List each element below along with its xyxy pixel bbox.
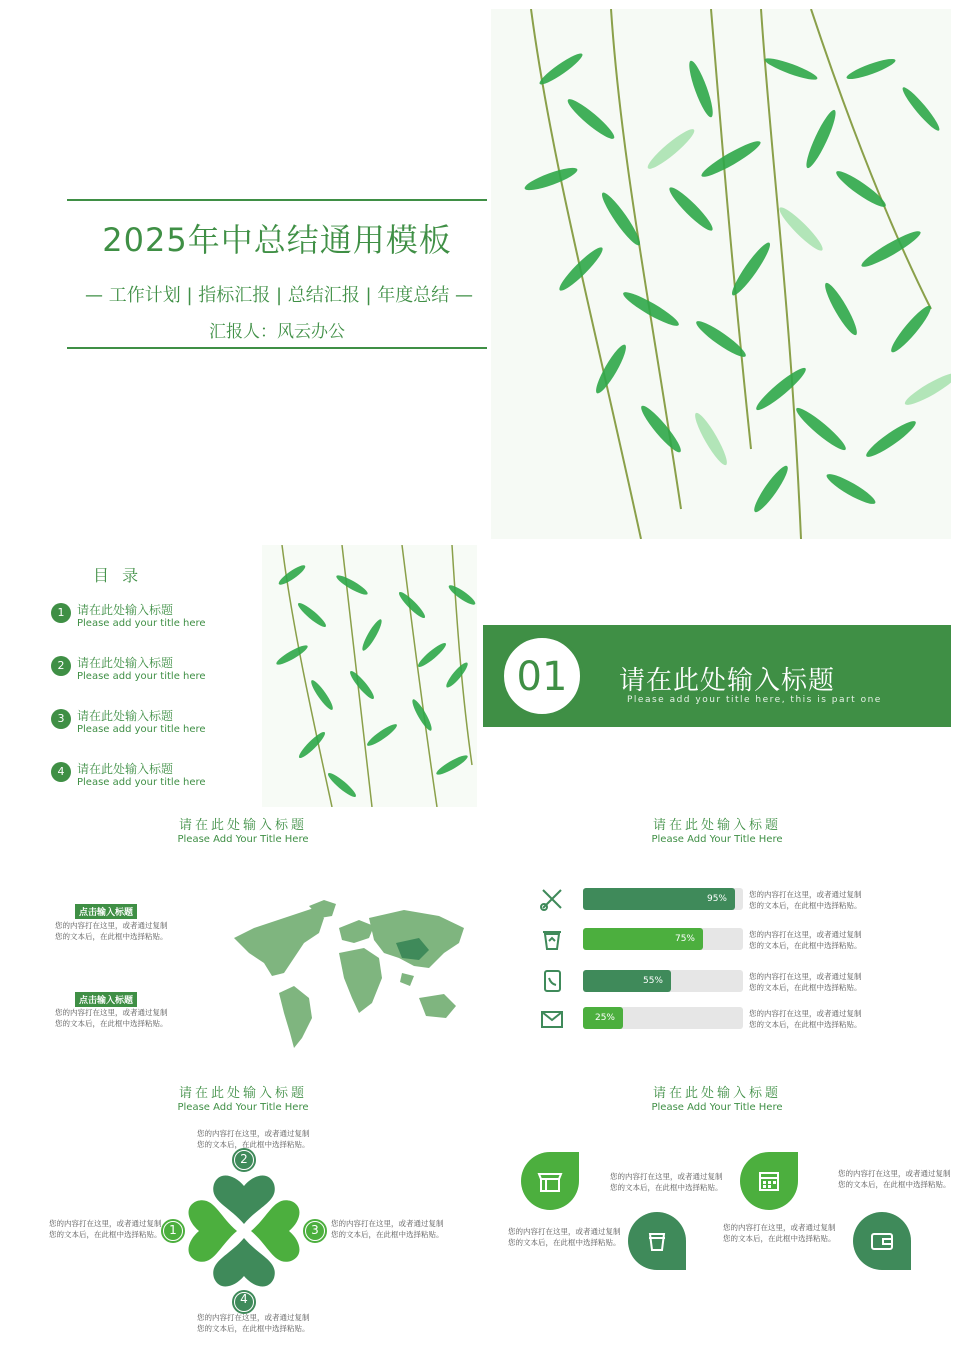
text-line: 您的内容打在这里，或者通过复制 xyxy=(331,1219,444,1228)
block-tag: 点击输入标题 xyxy=(75,904,137,919)
bar-description xyxy=(749,971,862,993)
toc-subtitle: Please add your title here xyxy=(77,724,206,735)
text-line: 您的内容打在这里，或者通过复制 xyxy=(508,1227,621,1236)
text-line: 您的内容打在这里，或者通过复制 xyxy=(749,972,862,981)
text-line: 您的内容打在这里，或者通过复制 xyxy=(55,1008,168,1017)
progress-fill: 25% xyxy=(583,1007,623,1029)
toc-subtitle: Please add your title here xyxy=(77,777,206,788)
toc-number: 3 xyxy=(51,709,71,729)
store-icon-petal xyxy=(521,1152,579,1210)
number-3: 3 xyxy=(311,1223,319,1237)
toc-title: 请在此处输入标题 xyxy=(77,603,174,617)
toc-title: 请在此处输入标题 xyxy=(77,709,174,723)
progress-track xyxy=(583,888,743,910)
text-4 xyxy=(723,1222,836,1244)
text-left xyxy=(49,1218,162,1240)
progress-track xyxy=(583,970,743,992)
number-2: 2 xyxy=(240,1152,248,1166)
text-line: 您的内容打在这里，或者通过复制 xyxy=(749,930,862,939)
slide-title: 请在此处输入标题 xyxy=(178,818,307,833)
toc-number: 4 xyxy=(51,762,71,782)
tools-icon xyxy=(539,886,565,912)
cup-icon xyxy=(628,1212,686,1270)
progress-fill: 95% xyxy=(583,888,735,910)
bar-description xyxy=(749,929,862,951)
text-line: 您的内容打在这里，或者通过复制 xyxy=(197,1129,310,1138)
toc-item[interactable] xyxy=(51,601,251,641)
cover-subtitle: — 工作计划 | 指标汇报 | 总结汇报 | 年度总结 — xyxy=(85,285,473,306)
text-top xyxy=(197,1128,310,1150)
toc-heading: 目 录 xyxy=(93,566,143,585)
toc-title: 请在此处输入标题 xyxy=(77,762,174,776)
petal-slide xyxy=(483,1078,951,1343)
bottom-divider xyxy=(67,347,487,349)
toc-subtitle: Please add your title here xyxy=(77,618,206,629)
text-line: 您的文本后，在此框中选择粘贴。 xyxy=(197,1140,310,1149)
mail-icon xyxy=(539,1005,565,1031)
slide-title-en: Please Add Your Title Here xyxy=(651,1102,783,1113)
toc-number: 1 xyxy=(51,603,71,623)
text-line: 您的文本后，在此框中选择粘贴。 xyxy=(749,983,862,992)
slide-title: 请在此处输入标题 xyxy=(652,1086,781,1101)
block-text xyxy=(55,1007,168,1029)
section-slide xyxy=(483,545,951,807)
progress-track xyxy=(583,928,743,950)
block-text xyxy=(55,920,168,942)
text-line: 您的内容打在这里，或者通过复制 xyxy=(197,1313,310,1322)
text-line: 您的内容打在这里，或者通过复制 xyxy=(749,1009,862,1018)
text-line: 您的文本后，在此框中选择粘贴。 xyxy=(49,1230,162,1239)
clover-slide xyxy=(9,1078,477,1343)
text-line: 您的文本后，在此框中选择粘贴。 xyxy=(838,1180,951,1189)
toc-number: 2 xyxy=(51,656,71,676)
section-number: 01 xyxy=(501,635,583,717)
world-map xyxy=(224,898,469,1048)
calendar-icon xyxy=(740,1152,798,1210)
wallet-icon xyxy=(853,1212,911,1270)
text-line: 您的文本后，在此框中选择粘贴。 xyxy=(197,1324,310,1333)
progress-slide xyxy=(483,810,951,1065)
toc-item[interactable] xyxy=(51,707,251,747)
slide-title-en: Please Add Your Title Here xyxy=(177,1102,309,1113)
toc-item[interactable] xyxy=(51,654,251,694)
progress-fill: 55% xyxy=(583,970,671,992)
toc-slide xyxy=(9,545,477,807)
top-divider xyxy=(67,199,487,201)
phone-book-icon xyxy=(539,968,565,994)
text-line: 您的内容打在这里，或者通过复制 xyxy=(723,1223,836,1232)
text-line: 您的文本后，在此框中选择粘贴。 xyxy=(749,941,862,950)
map-slide xyxy=(9,810,477,1065)
slide-title: 请在此处输入标题 xyxy=(652,818,781,833)
toc-subtitle: Please add your title here xyxy=(77,671,206,682)
south-america-shape xyxy=(279,986,312,1048)
text-line: 您的内容打在这里，或者通过复制 xyxy=(610,1172,723,1181)
bar-description xyxy=(749,1008,862,1030)
cover-reporter: 汇报人：风云办公 xyxy=(209,322,345,342)
cover-slide xyxy=(9,9,951,539)
europe-shape xyxy=(339,920,374,943)
progress-fill: 75% xyxy=(583,928,703,950)
section-subtitle: Please add your title here, this is part one xyxy=(627,695,882,705)
section-title: 请在此处输入标题 xyxy=(619,666,836,696)
slide-title-en: Please Add Your Title Here xyxy=(651,834,783,845)
text-bottom xyxy=(197,1312,310,1334)
text-line: 您的文本后，在此框中选择粘贴。 xyxy=(55,932,168,941)
number-4: 4 xyxy=(240,1292,248,1306)
text-1 xyxy=(610,1171,723,1193)
text-line: 您的内容打在这里，或者通过复制 xyxy=(55,921,168,930)
bar-description xyxy=(749,889,862,911)
text-line: 您的文本后，在此框中选择粘贴。 xyxy=(55,1019,168,1028)
text-line: 您的内容打在这里，或者通过复制 xyxy=(749,890,862,899)
text-2 xyxy=(838,1168,951,1190)
toc-title: 请在此处输入标题 xyxy=(77,656,174,670)
wallet-icon-petal xyxy=(853,1212,911,1270)
north-america-shape xyxy=(234,908,324,976)
text-line: 您的文本后，在此框中选择粘贴。 xyxy=(749,1020,862,1029)
text-line: 您的文本后，在此框中选择粘贴。 xyxy=(610,1183,723,1192)
progress-track xyxy=(583,1007,743,1029)
calendar-icon-petal xyxy=(740,1152,798,1210)
willow-leaves-photo xyxy=(491,9,951,539)
recycle-bin-icon xyxy=(539,926,565,952)
block-tag: 点击输入标题 xyxy=(75,992,137,1007)
cover-title: 2025年中总结通用模板 xyxy=(102,221,452,259)
clover-diagram xyxy=(159,1146,329,1316)
text-3 xyxy=(508,1226,621,1248)
australia-shape xyxy=(419,994,456,1018)
number-1: 1 xyxy=(169,1223,177,1237)
toc-item[interactable] xyxy=(51,760,251,800)
text-right xyxy=(331,1218,444,1240)
text-line: 您的内容打在这里，或者通过复制 xyxy=(838,1169,951,1178)
slide-title-en: Please Add Your Title Here xyxy=(177,834,309,845)
cup-icon-petal xyxy=(628,1212,686,1270)
store-icon xyxy=(521,1152,579,1210)
willow-leaves-photo xyxy=(262,545,477,807)
text-line: 您的文本后，在此框中选择粘贴。 xyxy=(749,901,862,910)
text-line: 您的内容打在这里，或者通过复制 xyxy=(49,1219,162,1228)
africa-shape xyxy=(339,948,382,1013)
text-line: 您的文本后，在此框中选择粘贴。 xyxy=(508,1238,621,1247)
text-line: 您的文本后，在此框中选择粘贴。 xyxy=(331,1230,444,1239)
text-line: 您的文本后，在此框中选择粘贴。 xyxy=(723,1234,836,1243)
islands-shape xyxy=(400,973,414,986)
slide-title: 请在此处输入标题 xyxy=(178,1086,307,1101)
